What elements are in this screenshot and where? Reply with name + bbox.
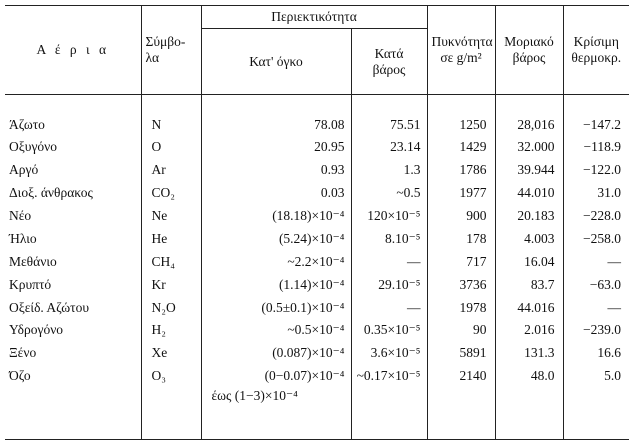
cell-mass: 23.14: [351, 136, 427, 159]
cell-molar-mass: 32.000: [495, 136, 563, 159]
gas-properties-table: [5, 5, 629, 440]
cell-molar-mass: 44.010: [495, 182, 563, 205]
cell-symbol: Ar: [141, 159, 201, 182]
table-filler-row: [5, 417, 629, 440]
cell-mass: ~0.17×10⁻⁵: [351, 365, 427, 388]
cell-symbol: N: [141, 113, 201, 136]
cell-molar-mass: 44.016: [495, 296, 563, 319]
cell-empty: [495, 417, 563, 440]
cell-molar-mass: 4.003: [495, 228, 563, 251]
cell-critical-temp: −258.0: [563, 228, 629, 251]
cell-empty: [495, 388, 563, 417]
cell-critical-temp: —: [563, 296, 629, 319]
cell-critical-temp: −122.0: [563, 159, 629, 182]
cell-density: 900: [427, 205, 495, 228]
cell-mass: 8.10⁻⁵: [351, 228, 427, 251]
cell-symbol: CO₂: [141, 182, 201, 205]
table-row: [5, 273, 629, 296]
cell-critical-temp: −63.0: [563, 273, 629, 296]
cell-volume: (1.14)×10⁻⁴: [201, 273, 351, 296]
cell-gas-name: Υδρογόνο: [5, 319, 141, 342]
cell-volume: 0.93: [201, 159, 351, 182]
cell-molar-mass: 131.3: [495, 342, 563, 365]
cell-empty: [427, 417, 495, 440]
cell-molar-mass: 16.04: [495, 250, 563, 273]
cell-density: 90: [427, 319, 495, 342]
cell-mass: 3.6×10⁻⁵: [351, 342, 427, 365]
cell-empty: [201, 417, 351, 440]
cell-critical-temp: 31.0: [563, 182, 629, 205]
cell-volume: ~2.2×10⁻⁴: [201, 250, 351, 273]
cell-mass: —: [351, 250, 427, 273]
cell-empty: [427, 388, 495, 417]
cell-density: 1429: [427, 136, 495, 159]
table-row: [5, 205, 629, 228]
cell-molar-mass: 48.0: [495, 365, 563, 388]
cell-gas-name: Διοξ. άνθρακος: [5, 182, 141, 205]
header-symbol: Σύμβο- λα: [141, 6, 201, 95]
cell-gas-name: Νέο: [5, 205, 141, 228]
cell-critical-temp: —: [563, 250, 629, 273]
cell-mass: 29.10⁻⁵: [351, 273, 427, 296]
cell-empty: [141, 388, 201, 417]
cell-symbol: Kr: [141, 273, 201, 296]
header-critical-temp: Κρίσιμη θερμοκρ.: [563, 6, 629, 95]
cell-gas-name: Οξείδ. Αζώτου: [5, 296, 141, 319]
cell-gas-name: Αργό: [5, 159, 141, 182]
cell-mass: —: [351, 296, 427, 319]
header-by-volume: Κατ' όγκο: [201, 29, 351, 95]
cell-gas-name: Ήλιο: [5, 228, 141, 251]
cell-mass: 120×10⁻⁵: [351, 205, 427, 228]
cell-gas-name: Όζο: [5, 365, 141, 388]
table-row: [5, 113, 629, 136]
cell-critical-temp: 16.6: [563, 342, 629, 365]
cell-gas-name: Κρυπτό: [5, 273, 141, 296]
cell-molar-mass: 28,016: [495, 113, 563, 136]
cell-density: 178: [427, 228, 495, 251]
cell-mass: 0.35×10⁻⁵: [351, 319, 427, 342]
table-row: [5, 136, 629, 159]
cell-volume: 20.95: [201, 136, 351, 159]
cell-symbol: H₂: [141, 319, 201, 342]
cell-molar-mass: 20.183: [495, 205, 563, 228]
cell-empty: [563, 388, 629, 417]
table-row: [5, 250, 629, 273]
table-row-ozone-extra: [5, 388, 629, 417]
table-spacer-row: [5, 95, 629, 114]
cell-density: 1786: [427, 159, 495, 182]
table-row: [5, 365, 629, 388]
header-gas: Α έ ρ ι α: [5, 6, 141, 95]
cell-volume: 0.03: [201, 182, 351, 205]
cell-molar-mass: 39.944: [495, 159, 563, 182]
cell-empty: [5, 417, 141, 440]
cell-density: 1977: [427, 182, 495, 205]
cell-empty: [351, 388, 427, 417]
table-row: [5, 296, 629, 319]
cell-critical-temp: −239.0: [563, 319, 629, 342]
cell-empty: [351, 417, 427, 440]
cell-volume: ~0.5×10⁻⁴: [201, 319, 351, 342]
cell-density: 5891: [427, 342, 495, 365]
cell-volume: (0.5±0.1)×10⁻⁴: [201, 296, 351, 319]
table-row: [5, 159, 629, 182]
cell-symbol: Ne: [141, 205, 201, 228]
cell-density: 3736: [427, 273, 495, 296]
cell-molar-mass: 2.016: [495, 319, 563, 342]
cell-mass: 1.3: [351, 159, 427, 182]
header-by-mass: Κατά βάρος: [351, 29, 427, 95]
header-content: Περιεκτικότητα: [201, 6, 427, 29]
cell-density: 2140: [427, 365, 495, 388]
cell-critical-temp: −118.9: [563, 136, 629, 159]
cell-symbol: Xe: [141, 342, 201, 365]
cell-gas-name: Μεθάνιο: [5, 250, 141, 273]
cell-symbol: He: [141, 228, 201, 251]
cell-mass: ~0.5: [351, 182, 427, 205]
cell-volume: (0.087)×10⁻⁴: [201, 342, 351, 365]
cell-symbol: O: [141, 136, 201, 159]
cell-gas-name: Άζωτο: [5, 113, 141, 136]
cell-critical-temp: −228.0: [563, 205, 629, 228]
cell-volume: (0−0.07)×10⁻⁴: [201, 365, 351, 388]
cell-volume: (5.24)×10⁻⁴: [201, 228, 351, 251]
cell-density: 717: [427, 250, 495, 273]
cell-mass: 75.51: [351, 113, 427, 136]
table-row: [5, 319, 629, 342]
cell-volume: 78.08: [201, 113, 351, 136]
cell-ozone-extra: έως (1−3)×10⁻⁴: [201, 388, 351, 417]
cell-symbol: O₃: [141, 365, 201, 388]
cell-volume: (18.18)×10⁻⁴: [201, 205, 351, 228]
table-row: [5, 342, 629, 365]
table-row: [5, 182, 629, 205]
header-molar-mass: Μοριακό βάρος: [495, 6, 563, 95]
cell-empty: [141, 417, 201, 440]
cell-critical-temp: 5.0: [563, 365, 629, 388]
cell-gas-name: Ξένο: [5, 342, 141, 365]
cell-density: 1978: [427, 296, 495, 319]
cell-empty: [5, 388, 141, 417]
cell-gas-name: Οξυγόνο: [5, 136, 141, 159]
cell-critical-temp: −147.2: [563, 113, 629, 136]
cell-density: 1250: [427, 113, 495, 136]
cell-molar-mass: 83.7: [495, 273, 563, 296]
header-density: Πυκνότητα σε g/m²: [427, 6, 495, 95]
cell-symbol: N₂O: [141, 296, 201, 319]
cell-empty: [563, 417, 629, 440]
cell-symbol: CH₄: [141, 250, 201, 273]
table-row: [5, 228, 629, 251]
